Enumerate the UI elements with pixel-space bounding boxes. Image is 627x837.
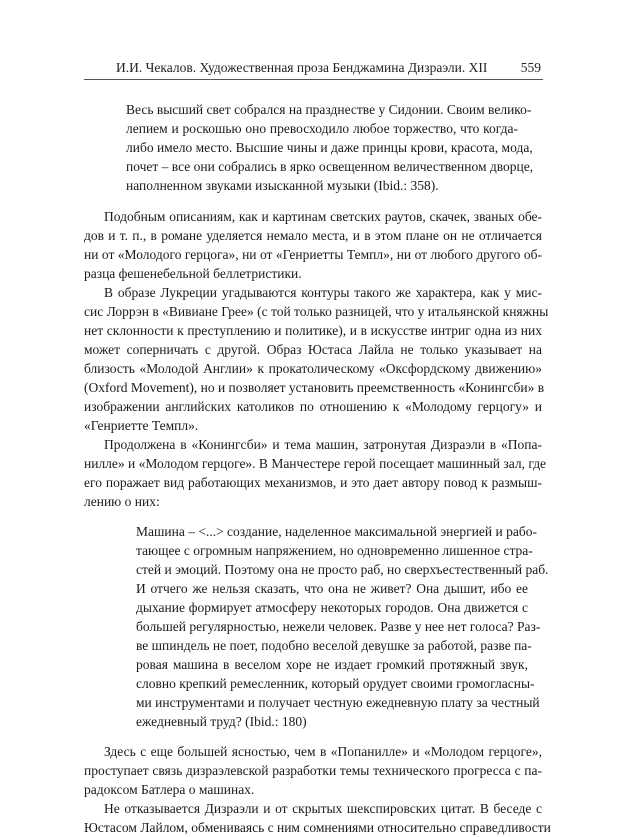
text-line: дов и т. п., в романе уделяется немало места, и в этом плане он не отличается — [84, 228, 542, 243]
text-line: изображении английских католиков по отношению к «Молодому герцогу» и — [84, 399, 542, 414]
text-line: наполненном звуками изысканной музыки (Ibid.: 358). — [126, 178, 439, 193]
text-line: разца фешенебельной беллетристики. — [84, 266, 302, 281]
text-line: «Генриетте Темпл». — [84, 418, 199, 433]
text-line: сис Лоррэн в «Вивиане Грее» (с той только разницей, что у итальянской княжны — [84, 304, 549, 319]
text-line: Продолжена в «Конингсби» и тема машин, затронутая Дизраэли в «Попа- — [104, 437, 542, 452]
text-line: тающее с огромным напряжением, но одновременно лишенное стра- — [136, 543, 533, 558]
text-line: ежедневный труд? (Ibid.: 180) — [136, 714, 307, 729]
text-line: большей регулярностью, нежели человек. Разве у нее нет голоса? Раз- — [136, 619, 541, 634]
text-line: (Oxford Movement), но и позволяет установить преемственность «Конингсби» в — [84, 380, 545, 395]
text-line: ми инструментами и получает честную ежедневную плату за честный — [136, 695, 540, 710]
text-line: В образе Лукреции угадываются контуры такого же характера, как у мис- — [104, 285, 542, 300]
text-line: дыхание формирует атмосферу некоторых городов. Она движется с — [136, 600, 528, 615]
text-line: Весь высший свет собрался на празднестве у Сидонии. Своим велико- — [126, 102, 532, 117]
text-line: близость «Молодой Англии» к прокатолическому «Оксфордскому движению» — [84, 361, 542, 376]
text-line: стей и эмоций. Поэтому она не просто раб, но сверхъестественный раб. — [136, 562, 549, 577]
text-line: ве шпиндель не поет, подобно веселой девушке за работой, разве па- — [136, 638, 532, 653]
text-line: ровая машина в веселом хоре не издает громкий протяжный звук, — [136, 657, 528, 672]
text-line: нет склонности к преступлению и политике), и в искусстве интриг одна из них — [84, 323, 542, 338]
running-header — [84, 60, 543, 76]
running-title: И.И. Чекалов. Художественная проза Бенджамина Дизраэли. XII — [116, 60, 488, 75]
text-line: И отчего же нельзя сказать, что она не живет? Она дышит, ибо ее — [136, 581, 528, 596]
text-line: его поражает вид работающих механизмов, и это дает автору повод к размыш- — [84, 475, 542, 490]
text-line: Здесь с еще большей ясностью, чем в «Попанилле» и «Молодом герцоге», — [104, 744, 542, 759]
text-line: радоксом Батлера о машинах. — [84, 782, 255, 797]
text-line: может соперничать с другой. Образ Юстаса Лайла не только указывает на — [84, 342, 542, 357]
text-line: Машина – <...> создание, наделенное максимальной энергией и рабо- — [136, 524, 537, 539]
text-line: нилле» и «Молодом герцоге». В Манчестере герой посещает машинный зал, где — [84, 456, 547, 471]
text-line: почет – все они собрались в ярко освещенном величественном дворце, — [126, 159, 534, 174]
text-line: Не отказывается Дизраэли и от скрытых шекспировских цитат. В беседе с — [104, 801, 542, 816]
text-line: ни от «Молодого герцога», ни от «Генриетты Темпл», ни от любого другого об- — [84, 247, 542, 262]
header-rule — [84, 79, 543, 80]
text-line: Подобным описаниям, как и картинам светских раутов, скачек, званых обе- — [104, 209, 542, 224]
text-line: проступает связь дизраэлевской разработки темы технического прогресса с па- — [84, 763, 542, 778]
text-line: либо имело место. Высшие чины и даже принцы крови, красота, мода, — [126, 140, 533, 155]
text-line: лепием и роскошью оно превосходило любое торжество, что когда- — [126, 121, 518, 136]
text-line: Юстасом Лайлом, обмениваясь с ним сомнениями относительно справедливости — [84, 820, 551, 835]
text-line: лению о них: — [84, 494, 160, 509]
text-line: словно крепкий ремесленник, который орудует своими громогласны- — [136, 676, 535, 691]
page-number: 559 — [520, 60, 541, 75]
